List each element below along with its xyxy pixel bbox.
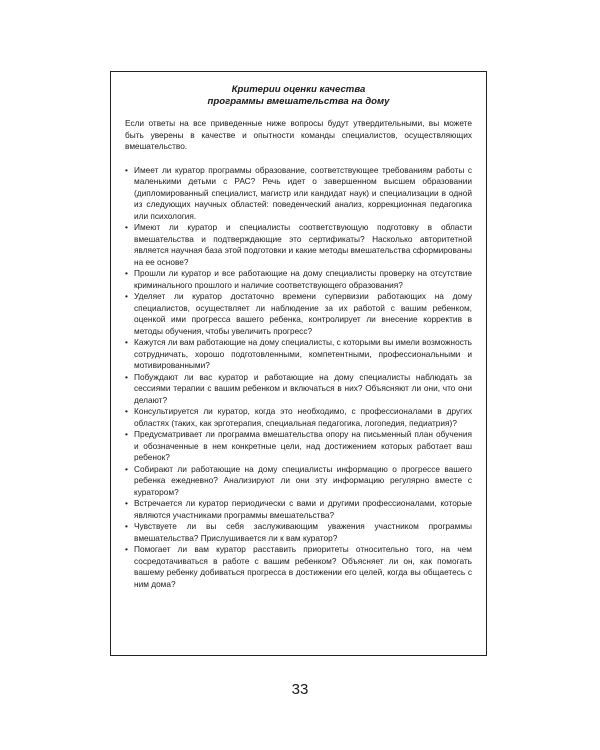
page-number: 33: [291, 681, 309, 698]
bullet-icon: •: [125, 371, 128, 382]
criteria-item-text: Собирают ли работающие на дому специалисты информацию о прогрессе вашего ребенка ежедневно? Анализируют ли они эту информацию регулярно вместе с куратором?: [134, 463, 472, 497]
criteria-item-text: Кажутся ли вам работающие на дому специалисты, с которыми вы имели возможность сотрудничать, хорошо подготовленными, компетентными, профессиональными и мотивированными?: [134, 337, 472, 370]
bullet-icon: •: [125, 544, 128, 554]
bullet-icon: •: [125, 291, 128, 301]
criteria-item-text: Прошли ли куратор и все работающие на дому специалисты проверку на отсутствие криминального прошлого и наличие соответствующего образования?: [134, 268, 472, 290]
bullet-icon: •: [125, 521, 128, 531]
criteria-item: [125, 464, 472, 499]
criteria-item: [125, 222, 472, 268]
criteria-item-text: Побуждают ли вас куратор и работающие на дому специалисты наблюдать за сессиями терапии с вашим ребенком и включаться в них? Объясняют ли они, что они делают?: [134, 371, 472, 405]
box-title: [125, 84, 472, 108]
criteria-item: [125, 291, 472, 337]
criteria-list: [125, 165, 472, 591]
box-title-line-2: программы вмешательства на дому: [207, 96, 390, 107]
criteria-item-text: Имеет ли куратор программы образование, соответствующее требованиям работы с маленькими детьми с РАС? Речь идет о завершенном высшем образовании (дипломированный специалист, магистр или кандидат наук) и специализации в одной из следующих научных областей: поведенческий анализ, коррекционная педагогика или психология.: [134, 164, 472, 221]
criteria-box: [110, 71, 487, 656]
bullet-icon: •: [125, 406, 128, 416]
criteria-item: [125, 165, 472, 223]
criteria-item: [125, 372, 472, 407]
criteria-item: [125, 406, 472, 429]
intro-paragraph: Если ответы на все приведенные ниже вопросы будут утвердительными, вы можете быть уверены в качестве и опытности команды специалистов, осуществляющих вмешательство.: [125, 118, 472, 151]
criteria-item: [125, 498, 472, 521]
criteria-item-text: Консультируется ли куратор, когда это необходимо, с профессионалами в других областях (таких, как эрготерапия, специальная педагогика, логопедия, педиатрия)?: [134, 406, 472, 428]
criteria-item-text: Помогает ли вам куратор расставить приоритеты относительно того, на чем сосредотачиваться в работе с вашим ребенком? Объясняет ли он, как помогать вашему ребенку добиваться прогресса в достижении его целей, когда вы общаетесь с ним дома?: [134, 544, 472, 589]
box-title-line-1: Критерии оценки качества: [231, 84, 366, 95]
criteria-item-text: Предусматривает ли программа вмешательства опору на письменный план обучения и обозначенные в нем конкретные цели, над достижением которых работает ваш ребенок?: [134, 429, 472, 462]
criteria-item-text: Чувствуете ли вы себя заслуживающим уважения участником программы вмешательства? Прислушивается ли к вам куратор?: [134, 521, 472, 543]
criteria-item: [125, 544, 472, 590]
bullet-icon: •: [125, 222, 128, 232]
criteria-item-text: Уделяет ли куратор достаточно времени супервизии работающих на дому специалистов, осуществляет ли наблюдение за их работой с вашим ребенком, оценкой ими прогресса вашего ребенка, контролирует ли внесение корректив в методы обучения, чтобы увеличить прогресс?: [134, 291, 472, 336]
bullet-icon: •: [125, 463, 128, 474]
criteria-item-text: Встречается ли куратор периодически с вами и другими профессионалами, которые являются участниками программы вмешательства?: [134, 498, 472, 520]
criteria-item-text: Имеют ли куратор и специалисты соответствующую подготовку в области вмешательства и подтверждающие это сертификаты? Насколько авторитетной является научная база этой подготовки и какие методы вмешательства сформированы на ее основе?: [134, 222, 472, 267]
criteria-item: [125, 429, 472, 464]
criteria-item: [125, 337, 472, 372]
criteria-item: [125, 521, 472, 544]
bullet-icon: •: [125, 498, 128, 508]
bullet-icon: •: [125, 337, 128, 347]
bullet-icon: •: [125, 429, 128, 439]
bullet-icon: •: [125, 164, 128, 175]
criteria-item: [125, 268, 472, 291]
bullet-icon: •: [125, 268, 128, 278]
